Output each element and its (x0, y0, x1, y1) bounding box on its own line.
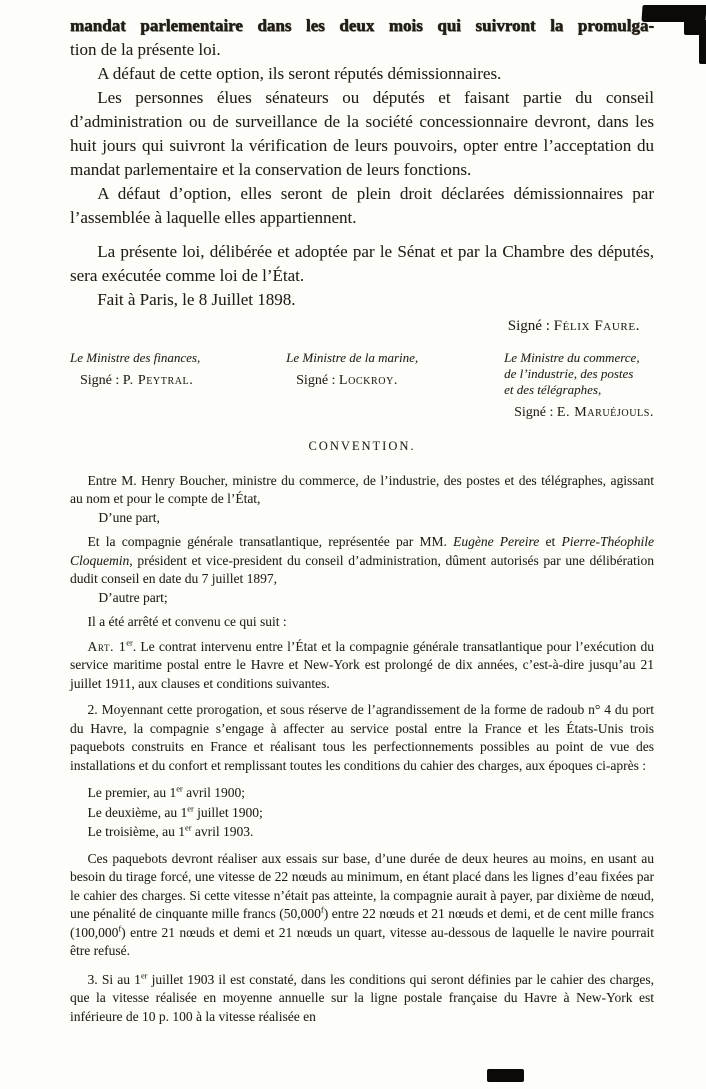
ordinal-superscript: er (185, 823, 192, 833)
convention-section (70, 437, 654, 1026)
minister-signature (286, 371, 418, 391)
text-run: Le troisième, au 1 (87, 824, 186, 839)
paragraph-defaut-option-2: A défaut d’option, elles seront de plein droit déclarées démissionnaires par l’assemblée à laquelle elles appartiennent. (70, 184, 654, 227)
ink-blot-top-right-secondary (684, 20, 706, 35)
president-signature-line (70, 314, 654, 338)
page-content (70, 14, 654, 1026)
minister-commerce (504, 350, 654, 423)
text-run: 3. Si au 1 (87, 971, 141, 987)
text-run: avril 1900; (182, 785, 245, 800)
paragraph-defaut-option: A défaut de cette option, ils seront réputés démissionnaires. (97, 64, 502, 83)
schedule-item-2 (70, 803, 654, 823)
signature-name: Félix Faure. (553, 318, 640, 334)
text-run: juillet 1903 il est constaté, dans les conditions qui seront définies par le cahier des charges, que la vitesse réalisée en moyenne annuelle sur la ligne postale française du Havre à New-York est inférieure de 10 p. 100 à la vitesse réalisée en (70, 971, 654, 1024)
minister-title: de l’industrie, des postes (504, 366, 634, 381)
text-run: avril 1903. (191, 824, 254, 839)
paragraph-arrete: Il a été arrêté et convenu ce qui suit : (87, 614, 287, 629)
minister-title: Le Ministre du commerce, (504, 350, 640, 365)
paragraph-article-2: 2. Moyennant cette prorogation, et sous réserve de l’agrandissement de la forme de radoub n° 4 du port du Havre, la compagnie s’engage à affecter au service postal entre la France et les États-Unis trois paquebots construits en France et réalisant tous les perfectionnements possibles au point de vue des installations et du confort et remplissant toutes les conditions du cahier des charges, aux époques ci-après : (70, 702, 654, 773)
signature-label: Signé : (507, 318, 554, 334)
paragraph-dautre-part: D’autre part; (98, 589, 168, 605)
law-section (70, 14, 654, 423)
ink-blot-bottom (487, 1069, 524, 1082)
ordinal-superscript: er (176, 784, 183, 794)
text-run: Le deuxième, au 1 (87, 804, 188, 820)
minister-signature (70, 371, 200, 391)
ordinal-superscript: er (126, 638, 133, 647)
minister-title: Le Ministre de la marine, (286, 350, 419, 365)
signature-label: Signé : (80, 373, 123, 388)
text-run: . Le contrat intervenu entre l’État et la compagnie générale transatlantique pour l’exécution du service maritime postal entre le Havre et New-York est prolongé de dix années, c’est-à-dire jusqu’au 21 juillet 1911, aux clauses et conditions suivantes. (70, 638, 654, 691)
paragraph-entre: Entre M. Henry Boucher, ministre du commerce, de l’industrie, des postes et des télégraphes, agissant au nom et pour le compte de l’État, (70, 472, 654, 506)
paragraph-essais (70, 850, 654, 961)
text-run: ) entre 21 nœuds et demi et 21 nœuds un quart, vitesse au-dessous de laquelle le navire pourrait être refusé. (70, 924, 654, 958)
text-run: Ces paquebots devront réaliser aux essais sur base, d’une durée de deux heures au moins, en usant au besoin du tirage forcé, une vitesse de 22 nœuds au minimum, en étant placé dans les lignes d’eau fixées par le cahier des charges. Si cette vitesse n’était pas atteinte, la compagnie aurait à payer, par dixième de nœud, une pénalité de cinquante mille francs (50,000 (70, 850, 654, 921)
schedule-item-1 (70, 783, 654, 803)
paragraph-personnes-elues: Les personnes élues sénateurs ou députés et faisant partie du conseil d’administration ou de surveillance de la société concessionnaire devront, dans les huit jours qui suivront la vérification de leurs pouvoirs, opter entre l’acceptation du mandat parlementaire et la conservation de leurs fonctions. (70, 88, 654, 179)
name-pereire: Eugène Pereire (453, 534, 540, 549)
minister-title: et des télégraphes, (504, 382, 602, 397)
ordinal-superscript: er (140, 971, 148, 980)
paragraph-execution-loi: La présente loi, délibérée et adoptée par le Sénat et par la Chambre des députés, sera exécutée comme loi de l’État. (70, 242, 654, 285)
smudged-line: mandat parlementaire dans les deux mois qui suivront la promulga- (70, 16, 654, 35)
text-run: ) entre 22 nœuds et 21 nœuds et demi, et de cent mille francs (100,000 (70, 906, 654, 940)
text-run: , président et vice-president du conseil d’administration, dûment autorisés par une délibération dudit conseil en date du 7 juillet 1897, (70, 552, 654, 586)
minister-title: Le Ministre des finances, (70, 350, 201, 365)
signature-name: Lockroy. (338, 373, 399, 388)
paragraph-article-3 (70, 971, 654, 1027)
ink-mark-right-edge (699, 34, 706, 64)
paragraph-continuation (70, 14, 654, 62)
paragraph-compagnie (70, 533, 654, 589)
minister-signature (504, 403, 654, 423)
name-cloquemin: Pierre-Théophile Cloquemin (70, 534, 654, 568)
minister-finances (70, 350, 200, 391)
line: tion de la présente loi. (70, 40, 221, 59)
convention-heading: CONVENTION. (308, 439, 416, 453)
francs-superscript: f (320, 905, 324, 915)
text-run: juillet 1900; (193, 804, 263, 820)
paragraph-dune-part: D’une part, (98, 509, 160, 525)
schedule-item-3 (70, 822, 654, 842)
minister-marine (286, 350, 418, 391)
text-run: Le premier, au 1 (87, 785, 177, 800)
ministers-row (70, 350, 654, 423)
signature-name: P. Peytral. (122, 373, 194, 388)
paragraph-article-1 (70, 638, 654, 694)
text-run: et (539, 534, 562, 549)
text-run: Et la compagnie générale transatlantique, représentée par MM. (87, 534, 454, 549)
signature-name: E. Maruéjouls. (556, 405, 654, 420)
francs-superscript: f (118, 924, 122, 933)
dateline: Fait à Paris, le 8 Juillet 1898. (97, 290, 296, 309)
delivery-schedule (70, 783, 654, 842)
article-label: Art. 1 (87, 638, 127, 654)
signature-label: Signé : (296, 373, 339, 388)
ordinal-superscript: er (187, 804, 194, 813)
signature-label: Signé : (514, 405, 557, 420)
